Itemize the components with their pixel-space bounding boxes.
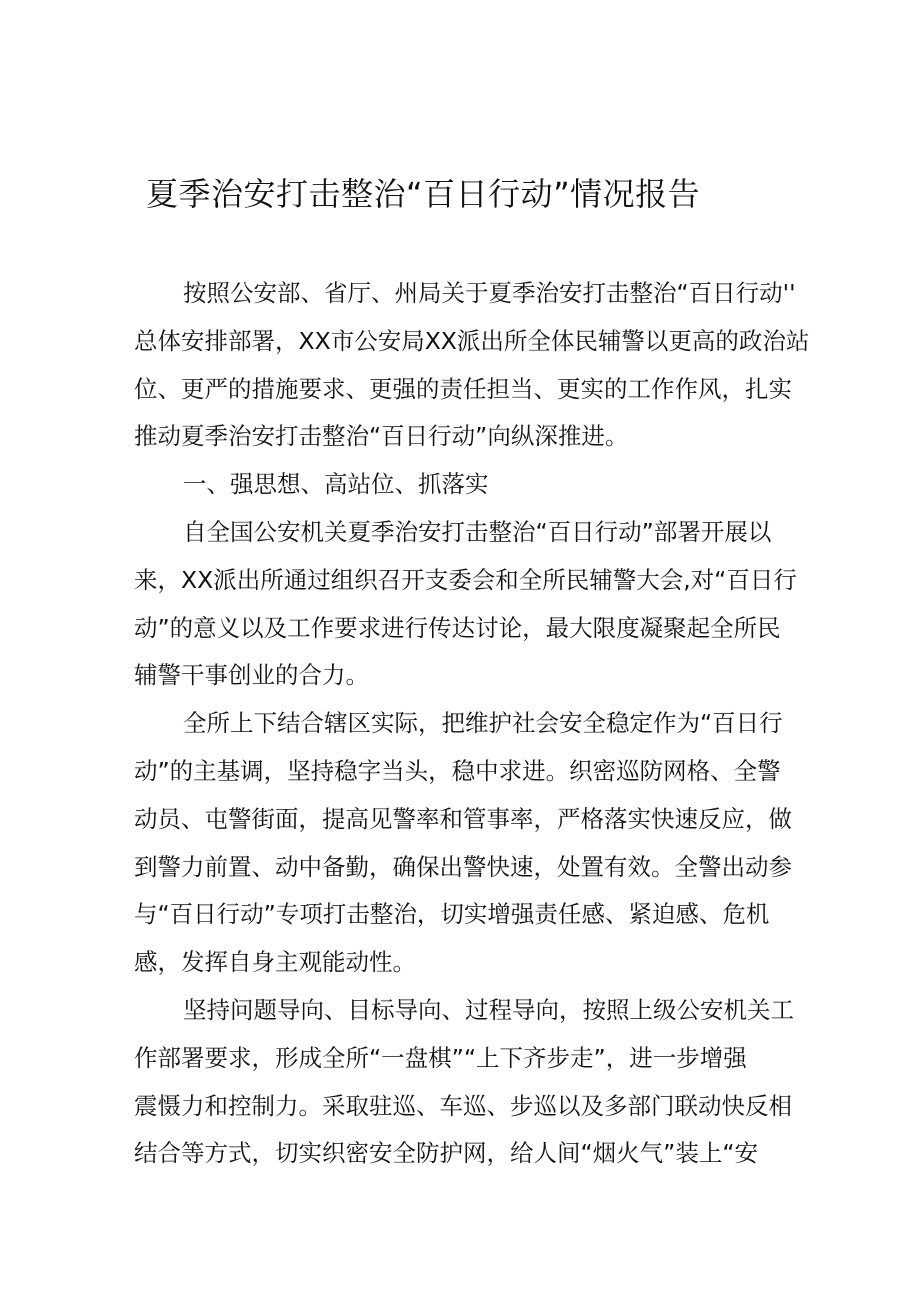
paragraph-line: 到警力前置、动中备勤，确保出警快速，处置有效。全警出动参 (134, 852, 792, 881)
paragraph-line: 自全国公安机关夏季治安打击整治“百日行动”部署开展以 (183, 517, 772, 546)
paragraph-line: 位、更严的措施要求、更强的责任担当、更实的工作作风，扎实 (134, 374, 792, 403)
paragraph-line: 震慑力和控制力。采取驻巡、车巡、步巡以及多部门联动快反相 (134, 1091, 792, 1120)
document-title: 夏季治安打击整治“百日行动”情况报告 (146, 175, 701, 213)
paragraph-line: 总体安排部署，XX市公安局XX派出所全体民辅警以更高的政治站 (134, 326, 810, 355)
document-body (134, 270, 810, 1178)
paragraph-line: 来，XX派出所通过组织召开支委会和全所民辅警大会,对“百日行 (134, 565, 797, 594)
paragraph-line: 动”的主基调，坚持稳字当头，稳中求进。织密巡防网格、全警 (134, 756, 781, 785)
section-heading-text: 一、强思想、高站位、抓落实 (183, 470, 489, 499)
paragraph-stability (134, 700, 792, 987)
paragraph-line: 作部署要求，形成全所“一盘棋”“上下齐步走”，进一步增强 (134, 1043, 747, 1072)
paragraph-deployment (134, 509, 797, 700)
paragraph-line: 全所上下结合辖区实际，把维护社会安全稳定作为“百日行 (183, 709, 783, 738)
section-heading (134, 461, 786, 509)
paragraph-line: 推动夏季治安打击整治“百日行动”向纵深推进。 (134, 422, 629, 451)
paragraph-line: 辅警干事创业的合力。 (134, 661, 369, 690)
paragraph-line: 动”的意义以及工作要求进行传达讨论，最大限度凝聚起全所民 (134, 613, 781, 642)
paragraph-line: 感，发挥自身主观能动性。 (134, 948, 416, 977)
paragraph-line: 与“百日行动”专项打击整治，切实增强责任感、紧迫感、危机 (134, 900, 770, 929)
paragraph-line: 坚持问题导向、目标导向、过程导向，按照上级公安机关工 (183, 995, 794, 1024)
paragraph-line: 动员、屯警街面，提高见警率和管事率，严格落实快速反应，做 (134, 804, 792, 833)
paragraph-intro (134, 270, 810, 461)
paragraph-line: 按照公安部、省厅、州局关于夏季治安打击整治“百日行动'' (183, 279, 796, 307)
paragraph-line: 结合等方式，切实织密安全防护网，给人间“烟火气”装上“安 (134, 1139, 759, 1168)
paragraph-guidance (134, 987, 794, 1178)
